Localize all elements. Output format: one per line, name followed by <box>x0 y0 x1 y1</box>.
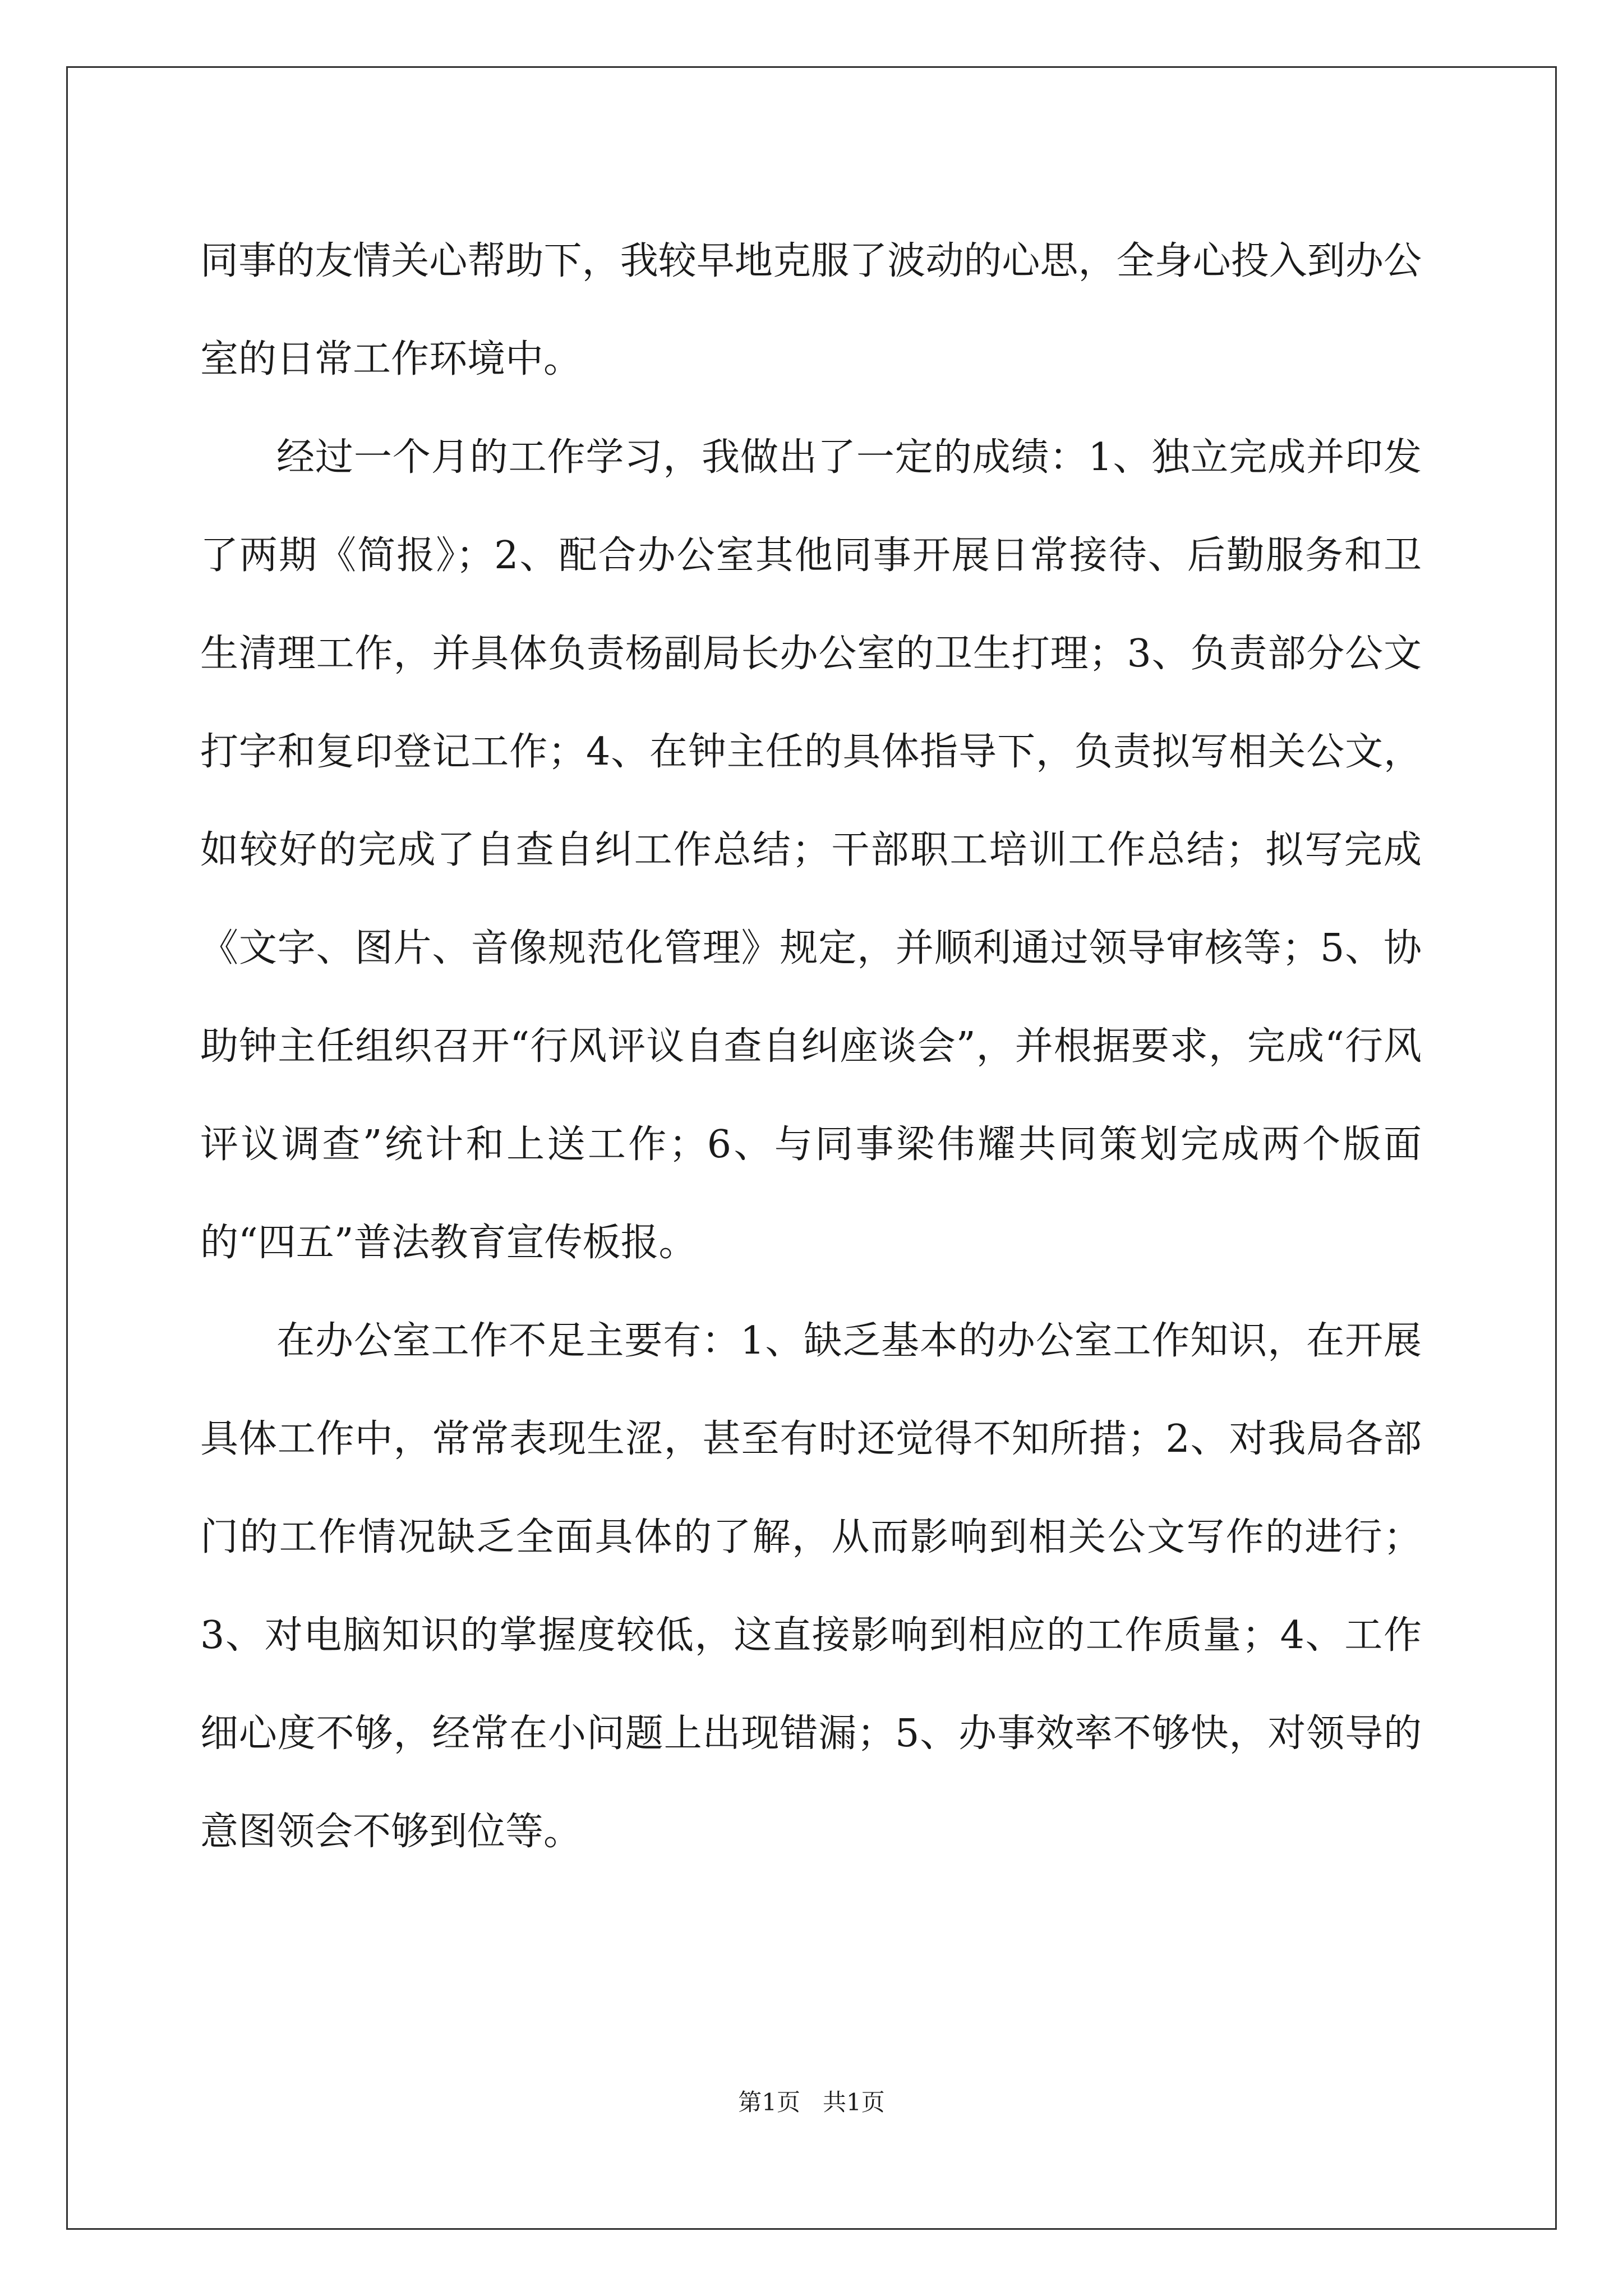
page-total: 共1页 <box>823 2088 885 2116</box>
paragraph-shortcomings: 在办公室工作不足主要有：1、缺乏基本的办公室工作知识，在开展具体工作中，常常表现生涩，甚至有时还觉得不知所措；2、对我局各部门的工作情况缺乏全面具体的了解，从而影响到相关公文写作的进行；3、对电脑知识的掌握度较低，这直接影响到相应的工作质量；4、工作细心度不够，经常在小问题上出现错漏；5、办事效率不够快，对领导的意图领会不够到位等。 <box>200 1319 1422 1854</box>
document-body <box>200 212 1422 1881</box>
paragraph-achievements: 经过一个月的工作学习，我做出了一定的成绩：1、独立完成并印发了两期《简报》；2、配合办公室其他同事开展日常接待、后勤服务和卫生清理工作，并具体负责杨副局长办公室的卫生打理；3、负责部分公文打字和复印登记工作；4、在钟主任的具体指导下，负责拟写相关公文，如较好的完成了自查自纠工作总结；干部职工培训工作总结；拟写完成《文字、图片、音像规范化管理》规定，并顺利通过领导审核等；5、协助钟主任组织召开“行风评议自查自纠座谈会”，并根据要求，完成“行风评议调查”统计和上送工作；6、与同事梁伟耀共同策划完成两个版面的“四五”普法教育宣传板报。 <box>200 435 1422 1265</box>
paragraph-continuation: 同事的友情关心帮助下，我较早地克服了波动的心思，全身心投入到办公室的日常工作环境中。 <box>200 239 1422 381</box>
page-number: 第1页 <box>738 2088 800 2116</box>
page-footer <box>0 2084 1623 2118</box>
